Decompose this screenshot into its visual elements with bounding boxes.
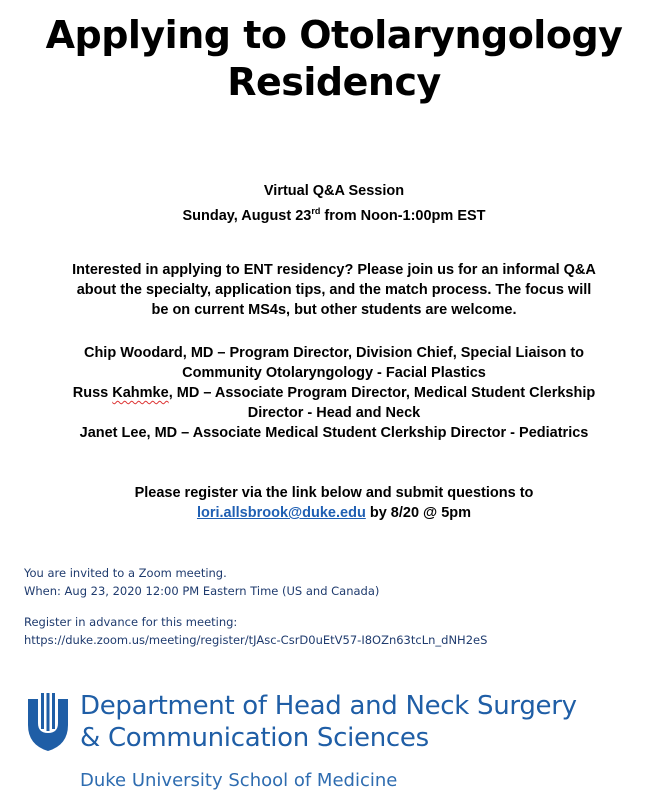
session-date-suffix: rd xyxy=(311,206,321,216)
department-line-1: Department of Head and Neck Surgery xyxy=(80,691,577,721)
intro-paragraph xyxy=(14,260,654,320)
school-name: Duke University School of Medicine xyxy=(80,770,398,791)
department-line-2: & Communication Sciences xyxy=(80,723,429,753)
title-line-1: Applying to Otolaryngology xyxy=(45,13,623,57)
session-heading: Virtual Q&A Session xyxy=(263,183,405,199)
session-info xyxy=(14,181,654,226)
duke-shield-icon xyxy=(26,693,70,753)
flyer-title xyxy=(0,12,668,106)
faculty-name-first: Russ xyxy=(72,385,113,401)
faculty-line-5: Janet Lee, MD – Associate Medical Student Clerkship Director - Pediatrics xyxy=(79,425,589,441)
register-callout xyxy=(14,483,654,523)
zoom-register-block xyxy=(24,613,644,649)
faculty-name-last: Kahmke xyxy=(112,385,169,401)
intro-line-1: Interested in applying to ENT residency? Please join us for an informal Q&A xyxy=(72,262,596,278)
register-line-2 xyxy=(14,503,654,523)
intro-line-2: about the specialty, application tips, and the match process. The focus will xyxy=(76,282,592,298)
zoom-invite-block xyxy=(24,564,644,600)
zoom-register-link[interactable]: https://duke.zoom.us/meeting/register/tJAsc-CsrD0uEtV57-I8OZn63tcLn_dNH2eS xyxy=(24,633,488,647)
zoom-register-label: Register in advance for this meeting: xyxy=(24,615,238,629)
title-line-2: Residency xyxy=(227,60,441,104)
email-link[interactable]: lori.allsbrook@duke.edu xyxy=(196,505,366,521)
faculty-list xyxy=(14,343,654,443)
register-line-1: Please register via the link below and submit questions to xyxy=(134,485,534,501)
intro-line-3: be on current MS4s, but other students are welcome. xyxy=(151,302,517,318)
faculty-line-3-rest: , MD – Associate Program Director, Medical Student Clerkship xyxy=(168,385,596,401)
session-date-rest: from Noon-1:00pm EST xyxy=(320,207,486,224)
session-date-prefix: Sunday, August 23 xyxy=(182,207,312,224)
register-deadline: by 8/20 @ 5pm xyxy=(365,505,472,521)
faculty-line-3 xyxy=(14,383,654,403)
faculty-line-1: Chip Woodard, MD – Program Director, Division Chief, Special Liaison to xyxy=(83,345,585,361)
zoom-when-text: When: Aug 23, 2020 12:00 PM Eastern Time (US and Canada) xyxy=(24,584,380,598)
faculty-line-4: Director - Head and Neck xyxy=(247,405,421,421)
department-name xyxy=(80,690,665,754)
zoom-invite-text: You are invited to a Zoom meeting. xyxy=(24,566,227,580)
faculty-line-2: Community Otolaryngology - Facial Plastics xyxy=(182,365,486,381)
session-date xyxy=(14,201,654,226)
